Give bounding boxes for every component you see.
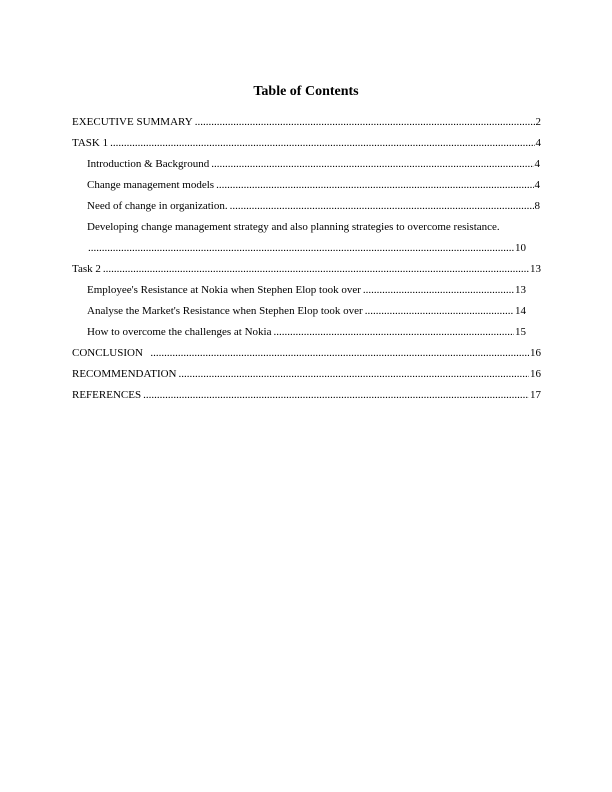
toc-entry-task-2[interactable] — [72, 259, 541, 280]
toc-entry-developing-strategy[interactable] — [72, 217, 541, 259]
dot-leader — [274, 322, 515, 343]
toc-entry-label: Change management models — [87, 179, 215, 191]
toc-entry-task-1[interactable] — [72, 133, 541, 154]
toc-entry-page: 14 — [515, 305, 526, 317]
toc-entry-page: 2 — [535, 116, 541, 128]
toc-entry-employees-resistance[interactable] — [87, 280, 526, 301]
toc-entry-label: How to overcome the challenges at Nokia — [87, 326, 272, 338]
toc-entry-label: Employee's Resistance at Nokia when Stephen Elop took over — [87, 284, 361, 296]
toc-entry-label: REFERENCES — [72, 389, 142, 401]
toc-entry-line-1 — [87, 217, 541, 238]
dot-leader — [179, 364, 530, 385]
toc-entry-change-management-models[interactable] — [87, 175, 540, 196]
toc-entry-page: 4 — [535, 137, 541, 149]
toc-entry-label: Analyse the Market's Resistance when Stephen Elop took over — [87, 305, 363, 317]
dot-leader — [88, 238, 514, 259]
toc-entry-recommendation[interactable] — [72, 364, 541, 385]
toc-entry-page: 13 — [515, 284, 526, 296]
toc-entry-label: Introduction & Background — [87, 158, 210, 170]
toc-entry-label: Developing change management strategy and also planning strategies to overcome resistance. — [87, 221, 500, 233]
toc-entry-line-2 — [87, 238, 526, 259]
dot-leader — [150, 343, 529, 364]
dot-leader — [143, 385, 529, 406]
dot-leader — [230, 196, 534, 217]
toc-entry-executive-summary[interactable] — [72, 112, 541, 133]
dot-leader — [195, 112, 535, 133]
toc-entry-label: CONCLUSION — [72, 347, 149, 359]
dot-leader — [103, 259, 529, 280]
toc-entry-need-of-change[interactable] — [87, 196, 540, 217]
dot-leader — [216, 175, 533, 196]
toc-entry-market-resistance[interactable] — [87, 301, 526, 322]
table-of-contents — [72, 112, 541, 406]
toc-entry-references[interactable] — [72, 385, 541, 406]
dot-leader — [365, 301, 514, 322]
toc-entry-page: 13 — [530, 263, 541, 275]
toc-entry-page: 8 — [534, 200, 540, 212]
toc-entry-conclusion[interactable] — [72, 343, 541, 364]
toc-entry-label: RECOMMENDATION — [72, 368, 177, 380]
toc-entry-page: 17 — [530, 389, 541, 401]
toc-entry-label: EXECUTIVE SUMMARY — [72, 116, 193, 128]
toc-title: Table of Contents — [253, 84, 359, 99]
toc-entry-label: TASK 1 — [72, 137, 109, 149]
toc-entry-page: 4 — [534, 179, 540, 191]
toc-entry-label: Task 2 — [72, 263, 101, 275]
toc-entry-page: 16 — [530, 347, 541, 359]
toc-entry-label: Need of change in organization. — [87, 200, 228, 212]
toc-entry-page: 10 — [515, 242, 526, 254]
toc-entry-page: 4 — [534, 158, 540, 170]
dot-leader — [110, 133, 534, 154]
toc-entry-introduction[interactable] — [87, 154, 540, 175]
toc-entry-page: 15 — [515, 326, 526, 338]
toc-entry-overcome-challenges[interactable] — [87, 322, 526, 343]
toc-entry-page: 16 — [530, 368, 541, 380]
dot-leader — [211, 154, 533, 175]
dot-leader — [363, 280, 514, 301]
